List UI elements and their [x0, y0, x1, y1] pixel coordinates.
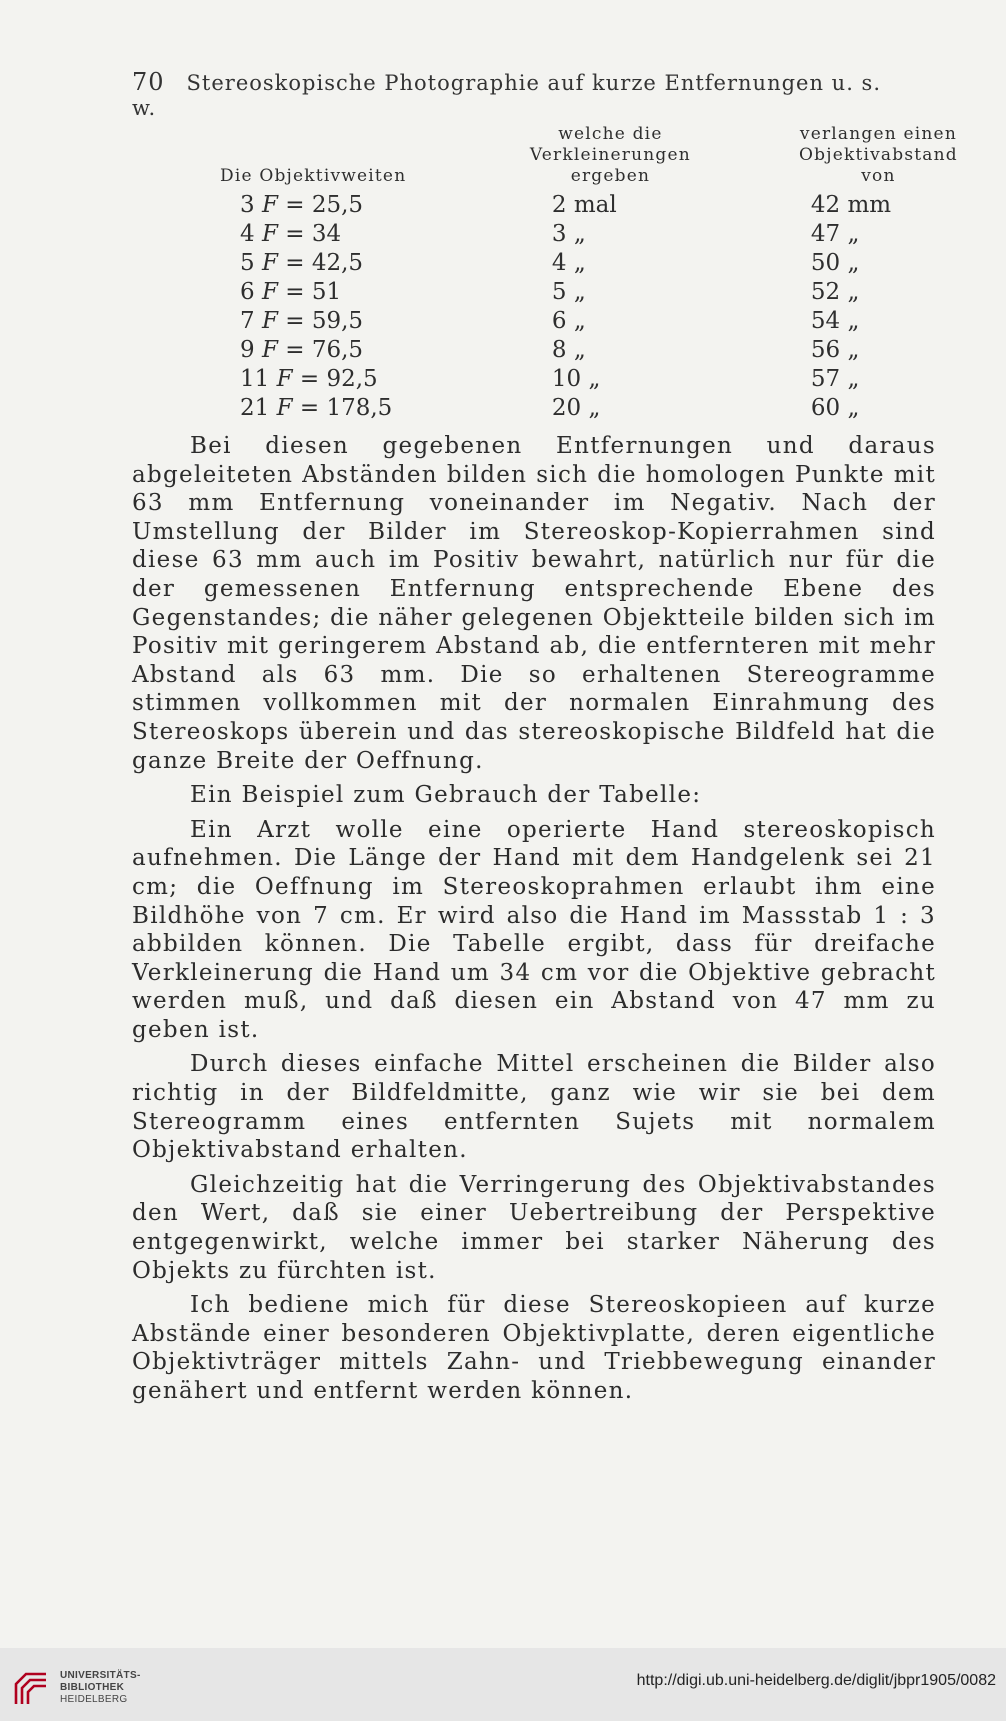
objektivabstand-cell: 56 „ — [810, 337, 860, 363]
lens-distance-table — [220, 124, 1006, 423]
table-row — [220, 365, 1006, 394]
objektivabstand-cell: 60 „ — [810, 395, 860, 421]
objektivabstand-cell: 54 „ — [810, 308, 860, 334]
paragraph: Ein Beispiel zum Gebrauch der Tabelle: — [190, 782, 702, 809]
paragraph: Durch dieses einfache Mittel erscheinen die Bilder also richtig in der Bildfeldmitte, ganz wie wir sie bei dem Stereogramm eines entfernten Sujets mit normalem Objektivabstand erhalten. — [132, 1051, 936, 1164]
objektivweite-cell: 21 F = 178,5 — [240, 395, 393, 421]
table-row — [220, 220, 1006, 249]
objektivweite-cell: 3 F = 25,5 — [240, 192, 364, 218]
objektivweite-cell: 5 F = 42,5 — [240, 250, 364, 276]
table-row — [220, 249, 1006, 278]
running-head-title: Stereoskopische Photographie auf kurze Entfernungen u. s. w. — [132, 71, 882, 120]
objektivweite-cell: 7 F = 59,5 — [240, 308, 364, 334]
table-row — [220, 336, 1006, 365]
table-row — [220, 278, 1006, 307]
header-verkleinerungen: welche die Verkleinerungen ergeben — [529, 124, 691, 186]
paragraph: Gleichzeitig hat die Verringerung des Objektivabstandes den Wert, daß sie einer Uebertreibung der Perspektive entgegenwirkt, welche immer bei starker Näherung des Objekts zu fürchten ist. — [132, 1171, 936, 1284]
header-objektivweiten: Die Objektivweiten — [220, 166, 407, 186]
table-body — [220, 191, 1006, 423]
verkleinerung-cell: 20 „ — [551, 395, 601, 421]
objektivweite-cell: 4 F = 34 — [240, 221, 342, 247]
paragraph: Ein Arzt wolle eine operierte Hand stereoskopisch aufnehmen. Die Länge der Hand mit dem Handgelenk sei 21 cm; die Oeffnung im Stereoskoprahmen erlaubt ihm eine Bildhöhe von 7 cm. Er wird also die Hand im Massstab 1 : 3 abbilden können. Die Tabelle ergibt, dass für dreifache Verkleinerung die Hand um 34 cm vor die Objektive gebracht werden muß, und daß diesen ein Abstand von 47 mm zu geben ist. — [132, 816, 936, 1043]
body-text — [132, 432, 936, 1412]
objektivweite-cell: 9 F = 76,5 — [240, 337, 364, 363]
verkleinerung-cell: 10 „ — [551, 366, 601, 392]
paragraph: Bei diesen gegebenen Entfernungen und daraus abgeleiteten Abständen bilden sich die homologen Punkte mit 63 mm Entfernung voneinander im Negativ. Nach der Umstellung der Bilder im Stereoskop-Kopierrahmen sind diese 63 mm auch im Positiv bewahrt, natürlich nur für die der gemessenen Entfernung entsprechende Ebene des Gegenstandes; die näher gelegenen Objektteile bilden sich im Positiv mit geringerem Abstand ab, die entfernteren mit mehr Abstand als 63 mm. Die so erhaltenen Stereogramme stimmen vollkommen mit der normalen Einrahmung des Stereoskops überein und das stereoskopische Bildfeld hat die ganze Breite der Oeffnung. — [132, 433, 936, 774]
table-row — [220, 307, 1006, 336]
source-url[interactable]: http://digi.ub.uni-heidelberg.de/diglit/jbpr1905/0082 — [636, 1672, 996, 1689]
running-head — [132, 68, 892, 120]
page-number: 70 — [132, 68, 165, 96]
verkleinerung-cell: 6 „ — [551, 308, 586, 334]
objektivweite-cell: 6 F = 51 — [240, 279, 342, 305]
verkleinerung-cell: 8 „ — [551, 337, 586, 363]
objektivabstand-cell: 47 „ — [810, 221, 860, 247]
table-header-row — [220, 124, 1006, 191]
verkleinerung-cell: 4 „ — [551, 250, 586, 276]
table-row — [220, 394, 1006, 423]
objektivabstand-cell: 57 „ — [810, 366, 860, 392]
objektivabstand-cell: 50 „ — [810, 250, 860, 276]
library-name: UNIVERSITÄTS- BIBLIOTHEK HEIDELBERG — [60, 1670, 141, 1705]
verkleinerung-cell: 3 „ — [551, 221, 586, 247]
objektivabstand-cell: 42 mm — [810, 192, 892, 218]
verkleinerung-cell: 5 „ — [551, 279, 586, 305]
footer-bar — [0, 1648, 1006, 1721]
objektivabstand-cell: 52 „ — [810, 279, 860, 305]
objektivweite-cell: 11 F = 92,5 — [240, 366, 378, 392]
library-logo-icon — [12, 1670, 50, 1708]
header-objektivabstand: verlangen einen Objektivabstand von — [799, 124, 958, 186]
verkleinerung-cell: 2 mal — [551, 192, 617, 218]
table-row — [220, 191, 1006, 220]
paragraph: Ich bediene mich für diese Stereoskopieen auf kurze Abstände einer besonderen Objektivplatte, deren eigentliche Objektivträger mittels Zahn- und Triebbewegung einander genähert und entfernt werden können. — [132, 1292, 936, 1404]
